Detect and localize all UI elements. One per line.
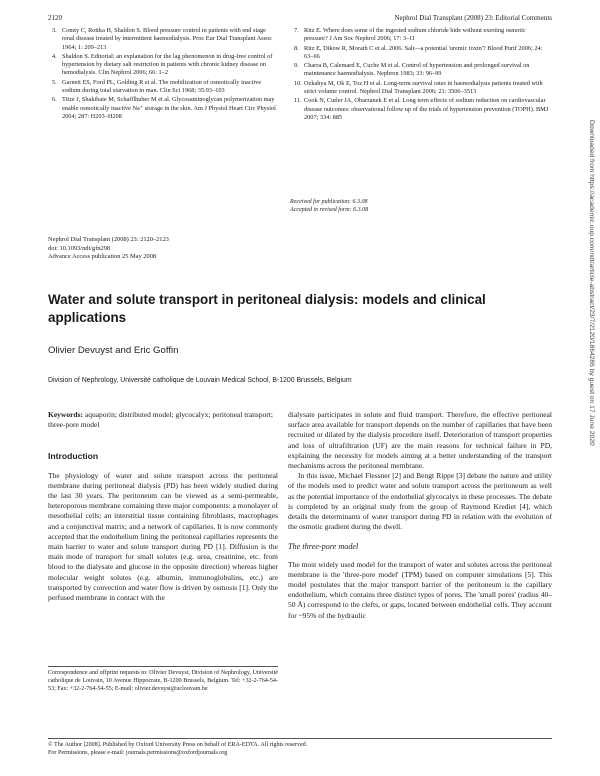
authors: Olivier Devuyst and Eric Goffin	[48, 345, 179, 356]
keywords-label: Keywords:	[48, 410, 83, 419]
reference-item	[290, 45, 550, 62]
reference-text: Ritz E, Dikow R, Morath C et al. 2006. Salt—a potential 'uremic toxin'? Blood Purif 2006; 24: 63–66	[304, 44, 543, 60]
reference-item	[48, 27, 278, 52]
reference-text: Charra B, Calemard E, Cuche M et al. Control of hypertension and prolonged survival on maintenance haemodialysis. Nephron 1983; 33: 96–99	[304, 62, 530, 78]
references-left	[48, 27, 278, 122]
reference-number: 8.	[294, 44, 299, 52]
received-date: Received for publication: 6.3.08	[290, 199, 368, 205]
paragraph: The most widely used model for the transport of water and solutes across the peritoneal membrane is the 'three-pore model' (TPM) based on computer simulations [5]. This model postulates that the major transport barrier of the peritoneum is the capillary endothelium, which contains three distinct types of pores. The 'small pores' (radius 40–50 Å) correspond to the clefts, or gaps, located between endothelial cells. They account for ~95% of the hydraulic	[288, 559, 552, 620]
reference-text: Shaldon S. Editorial: an explanation for the lag phenomenon in drug-free control of hypertension by dietary salt restriction in patients with chronic kidney disease on hemodialysis. Clin Nephrol 2006; 66: 1–2	[62, 52, 273, 77]
keywords-text: aquaporin; distributed model; glycocalyx; peritoneal transport; three-pore model	[48, 410, 273, 430]
affiliation: Division of Nephrology, Université catholique de Louvain Medical School, B-1200 Brussels, Belgium	[48, 377, 352, 384]
reference-item	[48, 96, 278, 121]
reference-text: Comty C, Rottka H, Shaldon S. Blood pressure control in patients with end stage renal disease treated by intermittent haemodialysis. Proc Eur Dial Transplant Assoc 1964; 1: 209–213	[62, 27, 273, 51]
intro-heading: Introduction	[48, 451, 99, 462]
article-meta	[48, 236, 348, 262]
copyright: © The Author [2008]. Published by Oxford University Press on behalf of ERA-EDTA. All rights reserved.	[48, 742, 308, 748]
reference-item	[290, 27, 550, 44]
reference-number: 4.	[52, 52, 57, 60]
reference-text: Titze J, Shakibaie M, Schafflhuber M et al. Glycosaminoglycan polymerization may enable osmotically inactive Na⁺ storage in the skin. Am J Physiol Heart Circ Physiol 2004; 287: H203–H208	[62, 96, 276, 120]
reference-number: 3.	[52, 27, 57, 34]
right-column	[288, 410, 552, 621]
running-header: Nephrol Dial Transplant (2008) 23: Editorial Comments	[394, 14, 552, 22]
reference-item	[48, 53, 278, 78]
paragraph: In this issue, Michael Flessner [2] and Bengt Rippe [3] debate the nature and utility of the models used to predict water and solute transport across the peritoneum as well as the potential importance of the endothelial glycocalyx in these processes. The debate is completed by an original study from the group of Raymond Krediet [4], which details the determinants of water transport during PD in relation with the evolution of the osmotic gradient during the dwell.	[288, 471, 552, 532]
footnote-rule	[48, 666, 278, 667]
reference-number: 5.	[52, 78, 57, 86]
doi: doi: 10.1093/ndt/gfn298	[48, 244, 111, 252]
advance-access: Advance Access publication 25 May 2008	[48, 253, 157, 261]
paragraph: dialysate participates in solute and fluid transport. Therefore, the effective peritoneal surface area available for transport depends on the number of capillaries that have been recruited or dilated by the dialysis procedure itself. Deterioration of transport properties and loss of ultrafiltration (UF) are the main reasons for technical failure in PD, explaining the necessity for models aiming at a better understanding of the transport mechanisms across the peritoneal membrane.	[288, 410, 552, 471]
reference-text: Cook N, Cutler JA, Obarzanek E et al. Long term effects of sodium reduction on cardiovascular disease outcomes: observational follow up of the trials of hypertension prevention (TOPH). BMJ 2007; 334: 885	[304, 97, 549, 121]
permissions: For Permissions, please e-mail: journals.permissions@oxfordjournals.org	[48, 749, 228, 756]
reference-item	[48, 79, 278, 96]
subheading: The three-pore model	[288, 542, 359, 552]
download-sidebar	[586, 0, 600, 776]
citation: Nephrol Dial Transplant (2008) 23: 2120–2123	[48, 236, 169, 243]
reference-item	[290, 80, 550, 97]
copyright-block	[48, 742, 552, 757]
reference-number: 7.	[294, 27, 299, 34]
reference-number: 9.	[294, 62, 299, 70]
copyright-rule	[48, 738, 552, 739]
page-number: 2120	[48, 14, 62, 22]
references-right	[290, 27, 550, 123]
reference-item	[290, 62, 550, 79]
accepted-date: Accepted in revised form: 6.3.08	[290, 207, 369, 213]
reference-item	[290, 97, 550, 122]
intro-paragraph: The physiology of water and solute transport across the peritoneal membrane during peritoneal dialysis (PD) has been widely studied during the last 30 years. The peritoneum can be viewed as a semi-permeable, heteroporous membrane containing three major components: a monolayer of mesothelial cells; an interstitial tissue containing fibroblasts, macrophages and a conjunctival matrix; and a network of capillaries. It is now commonly accepted that the endothelium lining the peritoneal capillaries represents the main barrier to water and solute transport during PD [1]. Diffusion is the main mode of transport for small solutes (e.g. urea, creatinine, etc. from blood to the dialysate and glucose in the opposite direction) whereas higher molecular weight solutes (e.g. albumin, immunoglobulins, etc.) are transported by convection and water flow is driven by osmosis [1]. Only the perfused membrane in contact with the	[48, 470, 278, 603]
reference-text: Ritz E. Where does some of the ingested sodium chloride hide without exerting osmotic pressure? J Am Soc Nephrol 2006; 17: 3–11	[304, 27, 526, 43]
reference-number: 11.	[294, 97, 302, 105]
download-notice: Downloaded from https://academic.oup.com/ndt/article-abstract/23/7/2120/1864286 by guest on 17 June 2020	[588, 120, 595, 446]
reference-number: 6.	[52, 96, 57, 104]
reference-number: 10.	[294, 79, 302, 87]
reference-text: Garnett ES, Ford PL, Golding R et al. The mobilization of osmotically inactive sodium during total starvation in man. Clin Sci 1968; 35:93–103	[62, 78, 262, 95]
left-column	[48, 410, 278, 603]
correspondence: Correspondence and offprint requests to: Olivier Devuyst, Division of Nephrology, Université catholique de Louvain, 10 Avenue Hippocrate, B-1200 Brussels, Belgium. Tel: +32-2-764-54-53; Fax: +32-2-764-54-55; E-mail: olivier.devuyst@uclouvain.be	[48, 670, 278, 692]
reference-text: Ozkahya M, Ok E, Toz H et al. Long-term survival rates in haemodialysis patients treated with strict volume control. Nephrol Dial Transplant 2006; 21: 3506–3513	[304, 79, 543, 96]
keywords	[48, 410, 278, 430]
article-title: Water and solute transport in peritoneal dialysis: models and clinical applications	[48, 292, 486, 325]
